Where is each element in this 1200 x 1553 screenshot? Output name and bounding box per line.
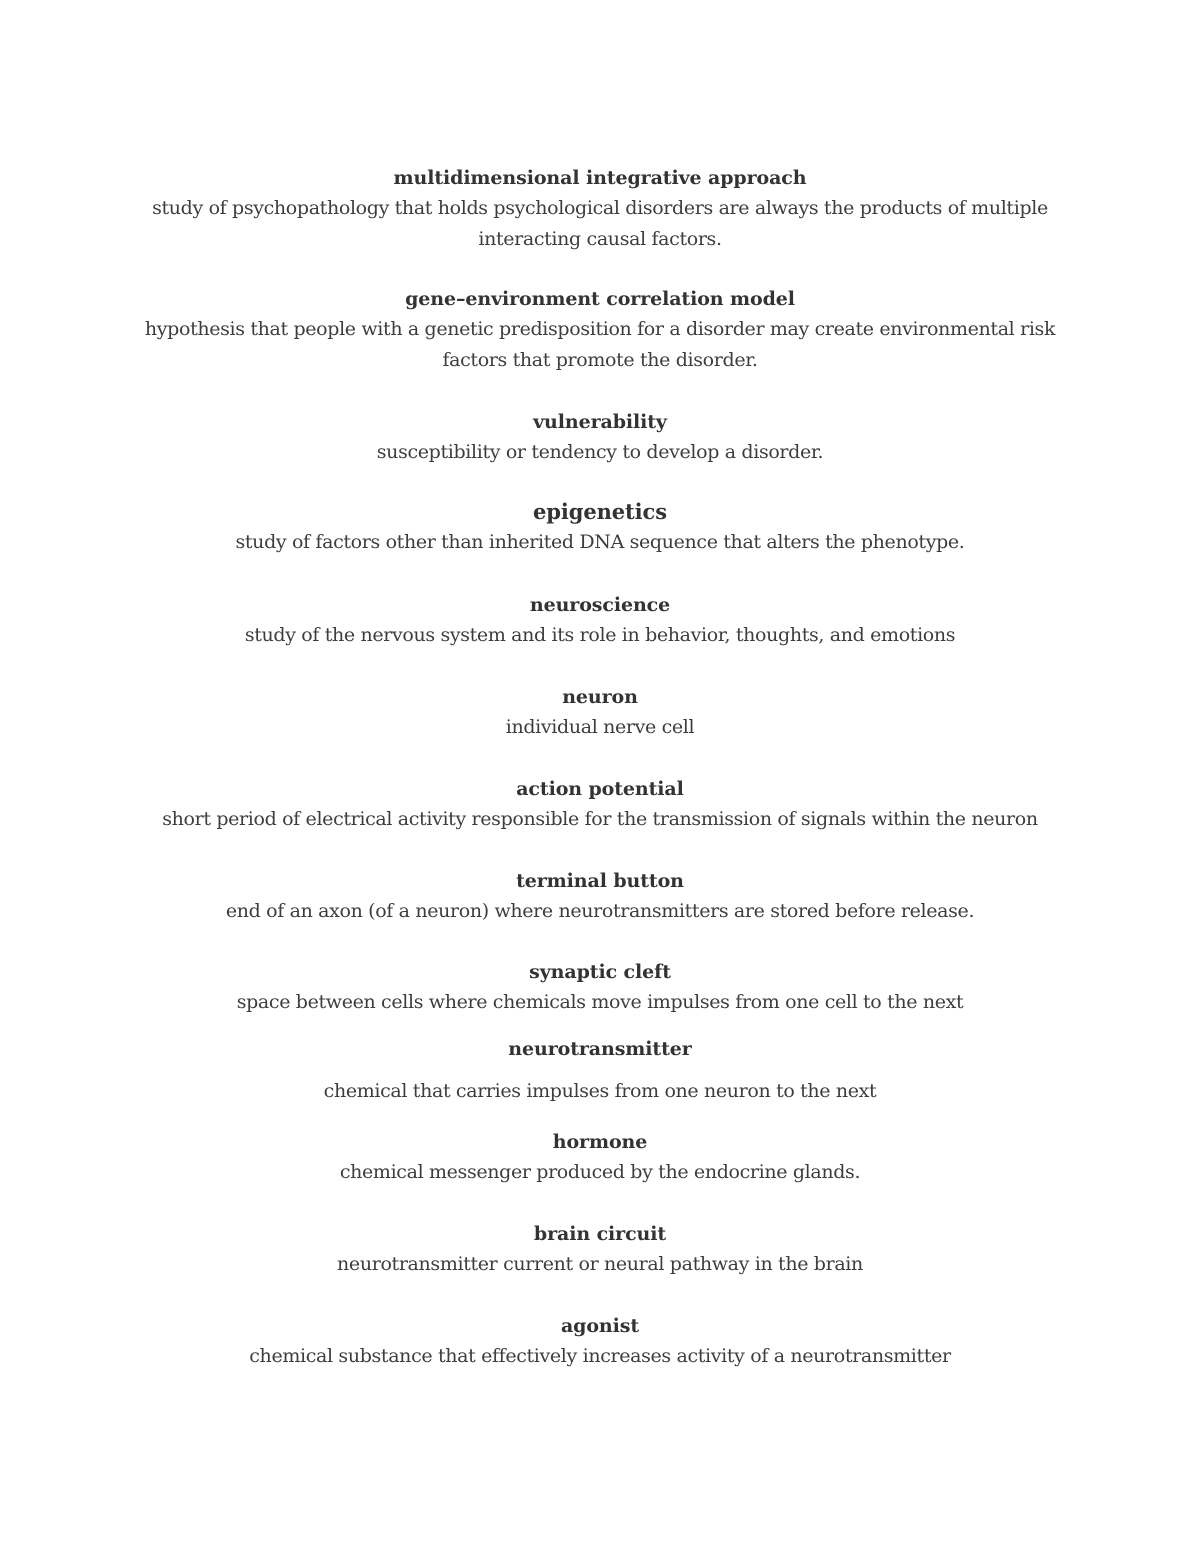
glossary-entry-neuron [130, 682, 1070, 743]
glossary-entry-synaptic-cleft [130, 957, 1070, 1018]
entry-definition: study of the nervous system and its role in behavior, thoughts, and emotions [244, 624, 956, 646]
entry-term: neurotransmitter [508, 1038, 692, 1060]
entry-definition: neurotransmitter current or neural pathway in the brain [337, 1253, 863, 1275]
glossary-entry-agonist [130, 1311, 1070, 1372]
entry-definition: chemical substance that effectively increases activity of a neurotransmitter [249, 1345, 951, 1367]
glossary-entry-epigenetics [130, 497, 1070, 558]
entry-term: neuron [562, 686, 638, 708]
glossary-entry-gene-environment-correlation-model [130, 284, 1070, 376]
glossary-entry-hormone [130, 1127, 1070, 1188]
entry-definition: study of psychopathology that holds psychological disorders are always the products of multiple interacting causal factors. [152, 197, 1048, 250]
glossary-entry-neuroscience [130, 590, 1070, 651]
glossary-entry-neurotransmitter [130, 1034, 1070, 1107]
glossary-entry-action-potential [130, 774, 1070, 835]
entry-term: terminal button [516, 870, 684, 892]
entry-term: neuroscience [529, 594, 671, 616]
entry-definition: individual nerve cell [505, 716, 695, 738]
entry-term: action potential [516, 778, 684, 800]
entry-term: vulnerability [533, 411, 667, 433]
entry-definition: chemical messenger produced by the endocrine glands. [339, 1161, 861, 1183]
entry-term: gene–environment correlation model [405, 288, 795, 310]
entry-definition: susceptibility or tendency to develop a disorder. [376, 441, 824, 463]
entry-term: epigenetics [533, 499, 667, 524]
entry-term: synaptic cleft [529, 961, 671, 983]
entry-term: hormone [552, 1131, 648, 1153]
entry-definition: short period of electrical activity responsible for the transmission of signals within the neuron [162, 808, 1038, 830]
glossary-entry-vulnerability [130, 407, 1070, 468]
entry-term: multidimensional integrative approach [393, 167, 807, 189]
entry-term: brain circuit [533, 1223, 667, 1245]
entry-definition: hypothesis that people with a genetic predisposition for a disorder may create environmental risk factors that promote the disorder. [144, 318, 1056, 371]
glossary-entry-terminal-button [130, 866, 1070, 927]
glossary-entry-multidimensional-integrative-approach [130, 163, 1070, 255]
entry-definition: chemical that carries impulses from one neuron to the next [323, 1080, 877, 1102]
entry-definition: end of an axon (of a neuron) where neurotransmitters are stored before release. [225, 900, 975, 922]
entry-definition: space between cells where chemicals move impulses from one cell to the next [236, 991, 964, 1013]
entry-definition: study of factors other than inherited DNA sequence that alters the phenotype. [235, 531, 965, 553]
glossary-entry-brain-circuit [130, 1219, 1070, 1280]
entry-term: agonist [560, 1315, 640, 1337]
